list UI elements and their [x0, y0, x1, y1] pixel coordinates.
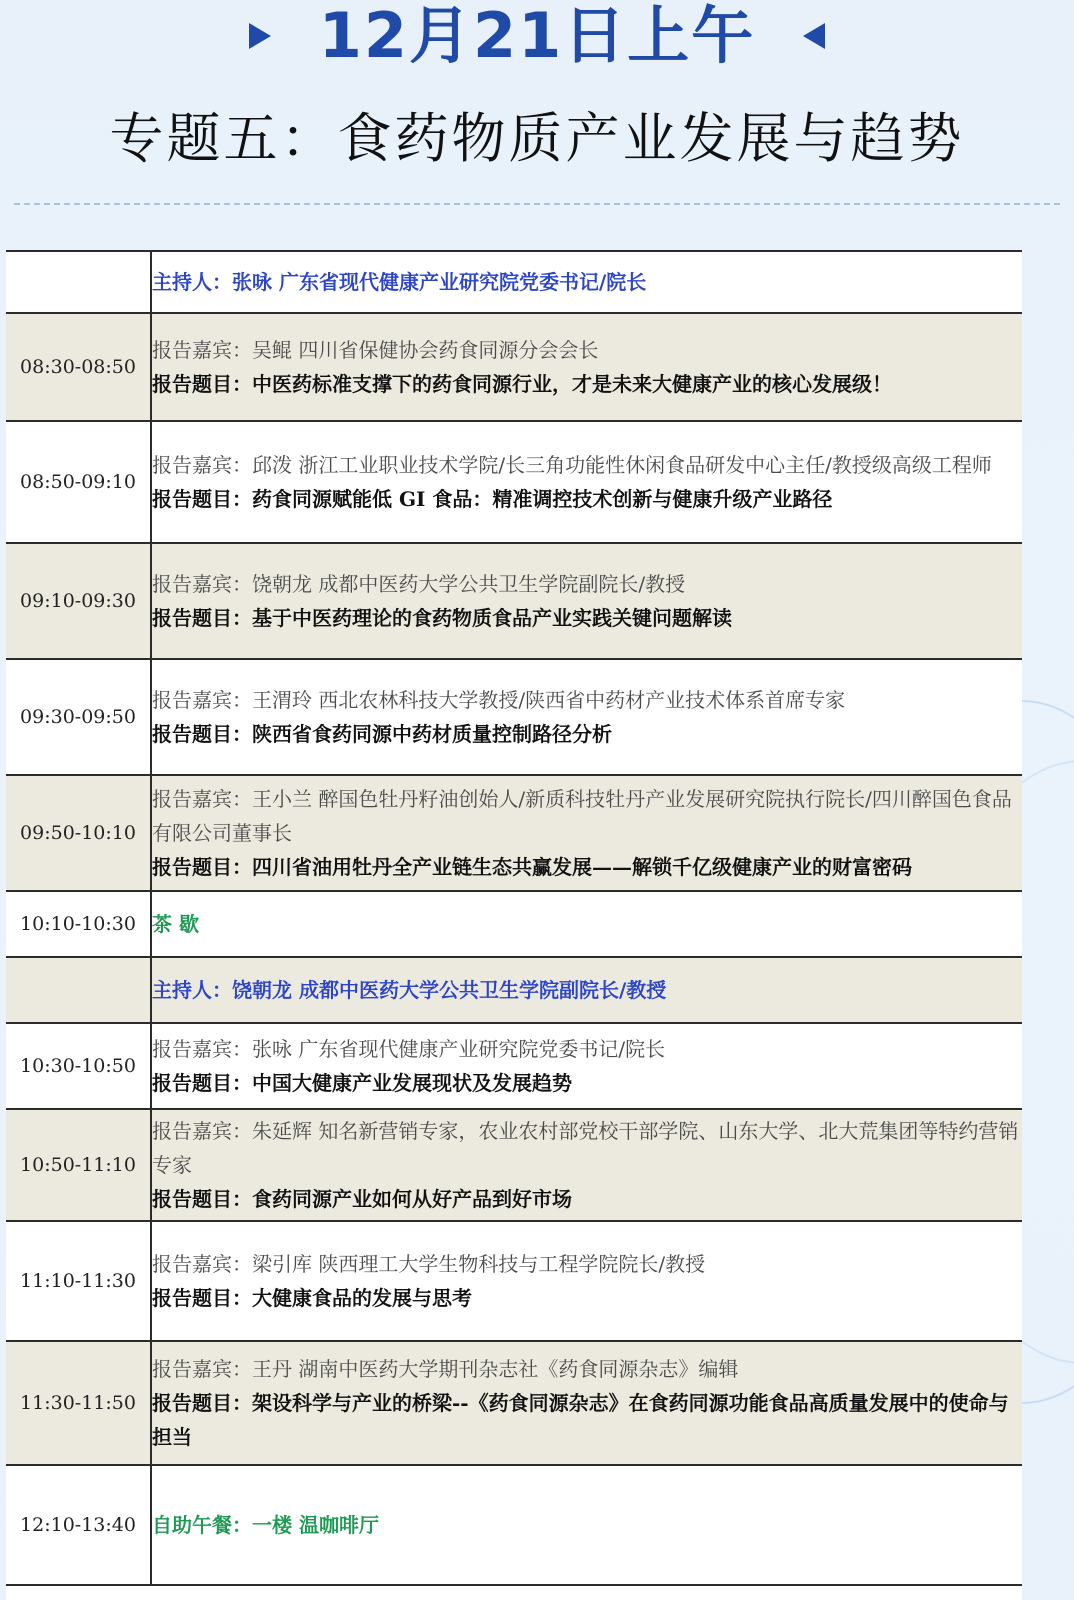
speaker-text: 朱延辉 知名新营销专家，农业农村部党校干部学院、山东大学、北大荒集团等特约营销专家 — [152, 1119, 1019, 1177]
title-line — [152, 717, 1022, 751]
content-cell — [151, 775, 1022, 891]
schedule-table — [6, 250, 1022, 1586]
speaker-label: 报告嘉宾： — [152, 572, 252, 596]
speaker-line — [152, 1352, 1022, 1386]
title-label: 报告题目： — [152, 1391, 252, 1415]
schedule-row — [6, 421, 1022, 543]
speaker-text: 王丹 湖南中医药大学期刊杂志社《药食同源杂志》编辑 — [252, 1357, 739, 1381]
lunch-row — [6, 1465, 1022, 1585]
talk-title: 食药同源产业如何从好产品到好市场 — [252, 1187, 572, 1211]
content-cell — [151, 543, 1022, 659]
schedule-row — [6, 1109, 1022, 1221]
date-header — [0, 0, 1074, 72]
speaker-label: 报告嘉宾： — [152, 1037, 252, 1061]
speaker-label: 报告嘉宾： — [152, 787, 252, 811]
time-cell: 11:10-11:30 — [6, 1221, 151, 1341]
dashed-divider — [14, 203, 1060, 205]
time-cell: 09:50-10:10 — [6, 775, 151, 891]
left-triangle-icon — [803, 23, 825, 49]
schedule-table-container — [6, 250, 1022, 1600]
content-cell — [151, 421, 1022, 543]
speaker-text: 邱泼 浙江工业职业技术学院/长三角功能性休闲食品研发中心主任/教授级高级工程师 — [252, 453, 992, 477]
speaker-line — [152, 1247, 1022, 1281]
speaker-label: 报告嘉宾： — [152, 1357, 252, 1381]
talk-title: 中国大健康产业发展现状及发展趋势 — [252, 1071, 572, 1095]
title-line — [152, 482, 1022, 516]
speaker-label: 报告嘉宾： — [152, 1252, 252, 1276]
speaker-line — [152, 782, 1022, 850]
host-row — [6, 251, 1022, 313]
right-triangle-icon — [249, 23, 271, 49]
title-line — [152, 1386, 1022, 1454]
title-line — [152, 601, 1022, 635]
schedule-row — [6, 775, 1022, 891]
speaker-line — [152, 683, 1022, 717]
title-label: 报告题目： — [152, 855, 252, 879]
title-label: 报告题目： — [152, 372, 252, 396]
time-cell: 08:50-09:10 — [6, 421, 151, 543]
time-cell: 10:10-10:30 — [6, 891, 151, 957]
content-cell — [151, 1023, 1022, 1109]
content-cell — [151, 659, 1022, 775]
schedule-row — [6, 1341, 1022, 1465]
talk-title: 药食同源赋能低 GI 食品：精准调控技术创新与健康升级产业路径 — [252, 487, 833, 511]
title-line — [152, 1066, 1022, 1100]
content-cell — [151, 313, 1022, 421]
speaker-text: 饶朝龙 成都中医药大学公共卫生学院副院长/教授 — [252, 572, 686, 596]
schedule-row — [6, 543, 1022, 659]
talk-title: 四川省油用牡丹全产业链生态共赢发展——解锁千亿级健康产业的财富密码 — [252, 855, 912, 879]
speaker-line — [152, 448, 1022, 482]
speaker-label: 报告嘉宾： — [152, 688, 252, 712]
talk-title: 基于中医药理论的食药物质食品产业实践关键问题解读 — [252, 606, 732, 630]
schedule-row — [6, 1023, 1022, 1109]
title-label: 报告题目： — [152, 722, 252, 746]
speaker-line — [152, 1114, 1022, 1182]
title-label: 报告题目： — [152, 1187, 252, 1211]
talk-title: 架设科学与产业的桥梁--《药食同源杂志》在食药同源功能食品高质量发展中的使命与担当 — [152, 1391, 1009, 1449]
break-row — [6, 891, 1022, 957]
talk-title: 大健康食品的发展与思考 — [252, 1286, 472, 1310]
speaker-label: 报告嘉宾： — [152, 1119, 252, 1143]
title-line — [152, 1281, 1022, 1315]
time-cell: 10:30-10:50 — [6, 1023, 151, 1109]
content-cell — [151, 1109, 1022, 1221]
time-cell — [6, 957, 151, 1023]
content-cell — [151, 1221, 1022, 1341]
lunch-text: 自助午餐：一楼 温咖啡厅 — [151, 1465, 1022, 1585]
time-cell: 10:50-11:10 — [6, 1109, 151, 1221]
talk-title: 中医药标准支撑下的药食同源行业，才是未来大健康产业的核心发展级！ — [252, 372, 892, 396]
content-cell — [151, 1341, 1022, 1465]
speaker-text: 张咏 广东省现代健康产业研究院党委书记/院长 — [252, 1037, 666, 1061]
speaker-text: 梁引库 陕西理工大学生物科技与工程学院院长/教授 — [252, 1252, 706, 1276]
schedule-row — [6, 1221, 1022, 1341]
speaker-line — [152, 333, 1022, 367]
talk-title: 陕西省食药同源中药材质量控制路径分析 — [252, 722, 612, 746]
speaker-text: 吴鲲 四川省保健协会药食同源分会会长 — [252, 338, 599, 362]
title-label: 报告题目： — [152, 1286, 252, 1310]
host-text: 主持人：饶朝龙 成都中医药大学公共卫生学院副院长/教授 — [151, 957, 1022, 1023]
schedule-row — [6, 313, 1022, 421]
topic-title: 专题五：食药物质产业发展与趋势 — [109, 107, 965, 170]
session-date: 12月21日上午 — [318, 0, 756, 72]
time-cell: 11:30-11:50 — [6, 1341, 151, 1465]
tea-break-text: 茶 歇 — [151, 891, 1022, 957]
time-cell: 09:30-09:50 — [6, 659, 151, 775]
speaker-text: 王小兰 醉国色牡丹籽油创始人/新质科技牡丹产业发展研究院执行院长/四川醉国色食品有限公司董事长 — [152, 787, 1012, 845]
time-cell: 08:30-08:50 — [6, 313, 151, 421]
host-row — [6, 957, 1022, 1023]
title-line — [152, 367, 1022, 401]
speaker-line — [152, 567, 1022, 601]
time-cell: 09:10-09:30 — [6, 543, 151, 659]
time-cell — [6, 251, 151, 313]
speaker-line — [152, 1032, 1022, 1066]
time-cell: 12:10-13:40 — [6, 1465, 151, 1585]
speaker-label: 报告嘉宾： — [152, 338, 252, 362]
title-line — [152, 850, 1022, 884]
speaker-text: 王渭玲 西北农林科技大学教授/陕西省中药材产业技术体系首席专家 — [252, 688, 846, 712]
title-label: 报告题目： — [152, 487, 252, 511]
speaker-label: 报告嘉宾： — [152, 453, 252, 477]
title-label: 报告题目： — [152, 606, 252, 630]
schedule-row — [6, 659, 1022, 775]
title-line — [152, 1182, 1022, 1216]
host-text: 主持人：张咏 广东省现代健康产业研究院党委书记/院长 — [151, 251, 1022, 313]
title-label: 报告题目： — [152, 1071, 252, 1095]
